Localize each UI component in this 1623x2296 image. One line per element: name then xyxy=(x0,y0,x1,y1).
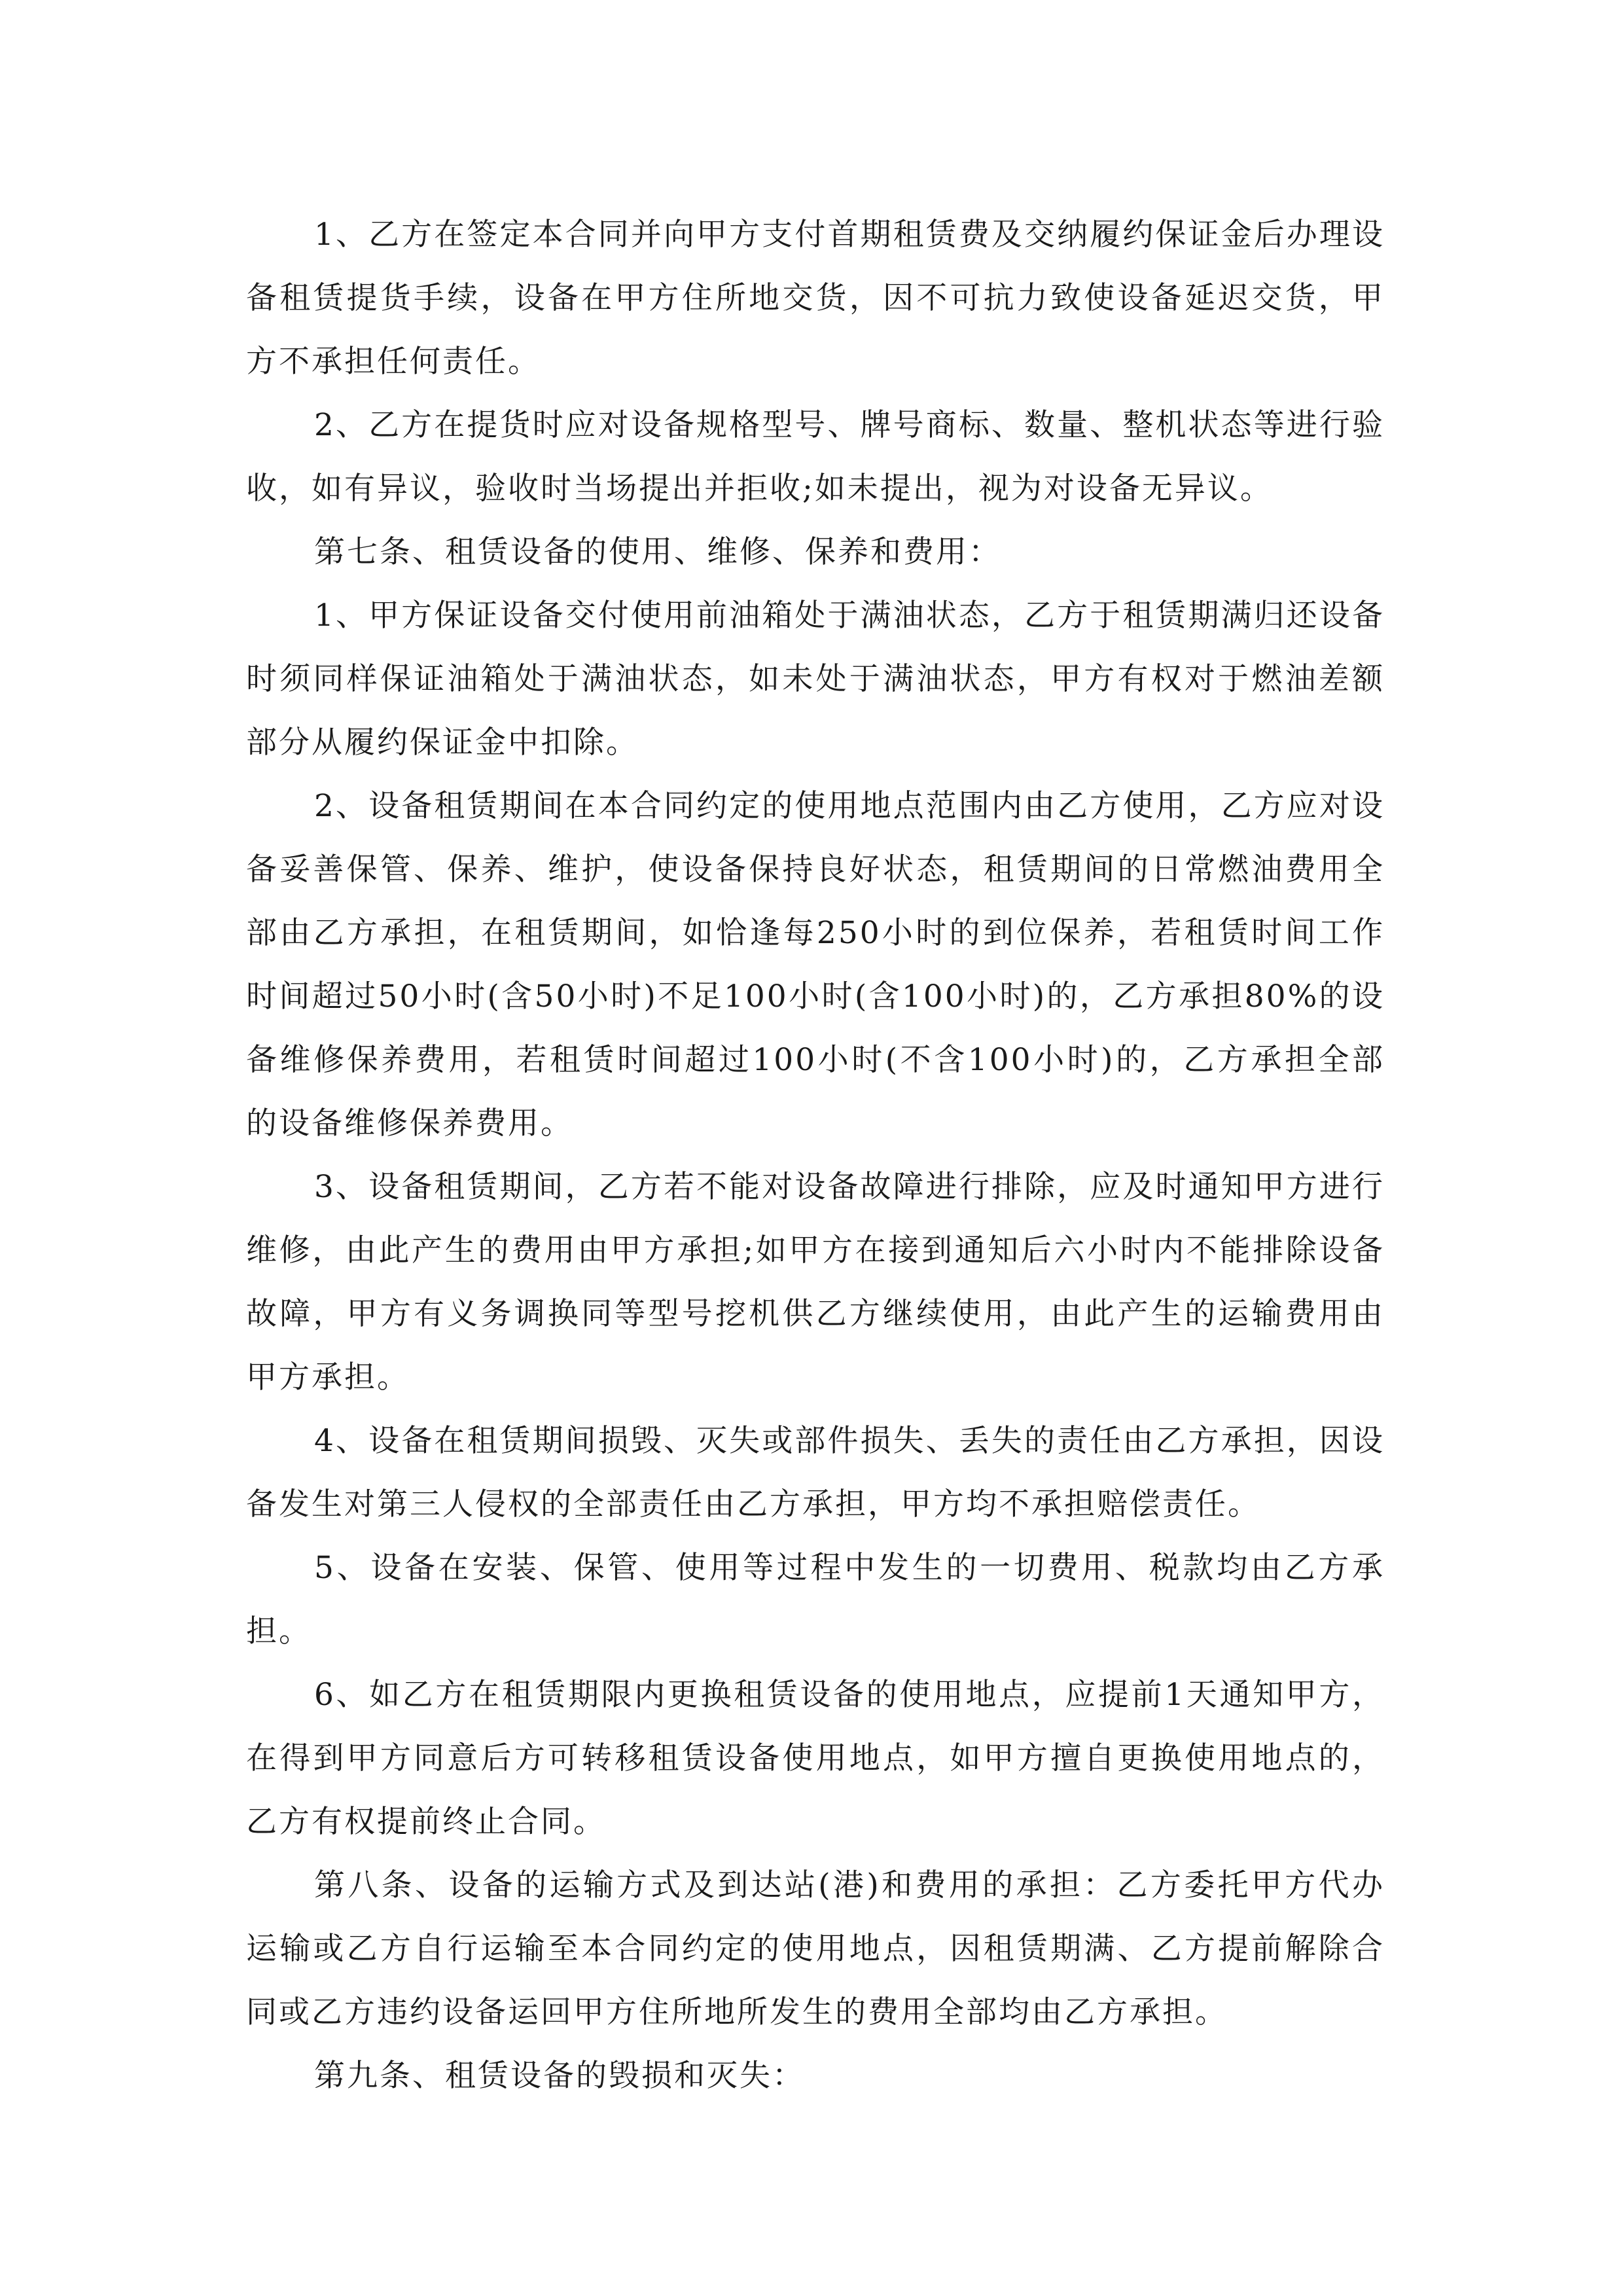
paragraph-delivery-clause-1: 1、乙方在签定本合同并向甲方支付首期租赁费及交纳履约保证金后办理设备租赁提货手续，设备在甲方住所地交货，因不可抗力致使设备延迟交货，甲方不承担任何责任。 xyxy=(246,217,1385,380)
article-8-paragraph: 第八条、设备的运输方式及到达站(港)和费用的承担：乙方委托甲方代办运输或乙方自行运输至本合同约定的使用地点，因租赁期满、乙方提前解除合同或乙方违约设备运回甲方住所地所发生的费用全部均由乙方承担。 xyxy=(246,1867,1385,2030)
paragraph-article-7-clause-6: 6、如乙方在租赁期限内更换租赁设备的使用地点，应提前1天通知甲方，在得到甲方同意后方可转移租赁设备使用地点，如甲方擅自更换使用地点的，乙方有权提前终止合同。 xyxy=(246,1677,1385,1840)
article-9-heading: 第九条、租赁设备的毁损和灭失： xyxy=(314,2058,805,2094)
paragraph-article-7-clause-2: 2、设备租赁期间在本合同约定的使用地点范围内由乙方使用，乙方应对设备妥善保管、保养、维护，使设备保持良好状态，租赁期间的日常燃油费用全部由乙方承担，在租赁期间，如恰逢每250小时的到位保养，若租赁时间工作时间超过50小时(含50小时)不足100小时(含100小时)的，乙方承担80%的设备维修保养费用，若租赁时间超过100小时(不含100小时)的，乙方承担全部的设备维修保养费用。 xyxy=(246,788,1385,1141)
paragraph-article-7-clause-4: 4、设备在租赁期间损毁、灭失或部件损失、丢失的责任由乙方承担，因设备发生对第三人侵权的全部责任由乙方承担，甲方均不承担赔偿责任。 xyxy=(246,1423,1385,1522)
paragraph-article-7-clause-1: 1、甲方保证设备交付使用前油箱处于满油状态，乙方于租赁期满归还设备时须同样保证油箱处于满油状态，如未处于满油状态，甲方有权对于燃油差额部分从履约保证金中扣除。 xyxy=(246,598,1385,761)
paragraph-delivery-clause-2: 2、乙方在提货时应对设备规格型号、牌号商标、数量、整机状态等进行验收，如有异议，验收时当场提出并拒收;如未提出，视为对设备无异议。 xyxy=(246,407,1385,507)
paragraph-article-7-clause-3: 3、设备租赁期间，乙方若不能对设备故障进行排除，应及时通知甲方进行维修，由此产生的费用由甲方承担;如甲方在接到通知后六小时内不能排除设备故障，甲方有义务调换同等型号挖机供乙方继续使用，由此产生的运输费用由甲方承担。 xyxy=(246,1169,1385,1395)
article-7-heading: 第七条、租赁设备的使用、维修、保养和费用： xyxy=(314,534,1001,570)
document-body xyxy=(246,203,1385,2108)
paragraph-article-7-clause-5: 5、设备在安装、保管、使用等过程中发生的一切费用、税款均由乙方承担。 xyxy=(246,1550,1385,1649)
